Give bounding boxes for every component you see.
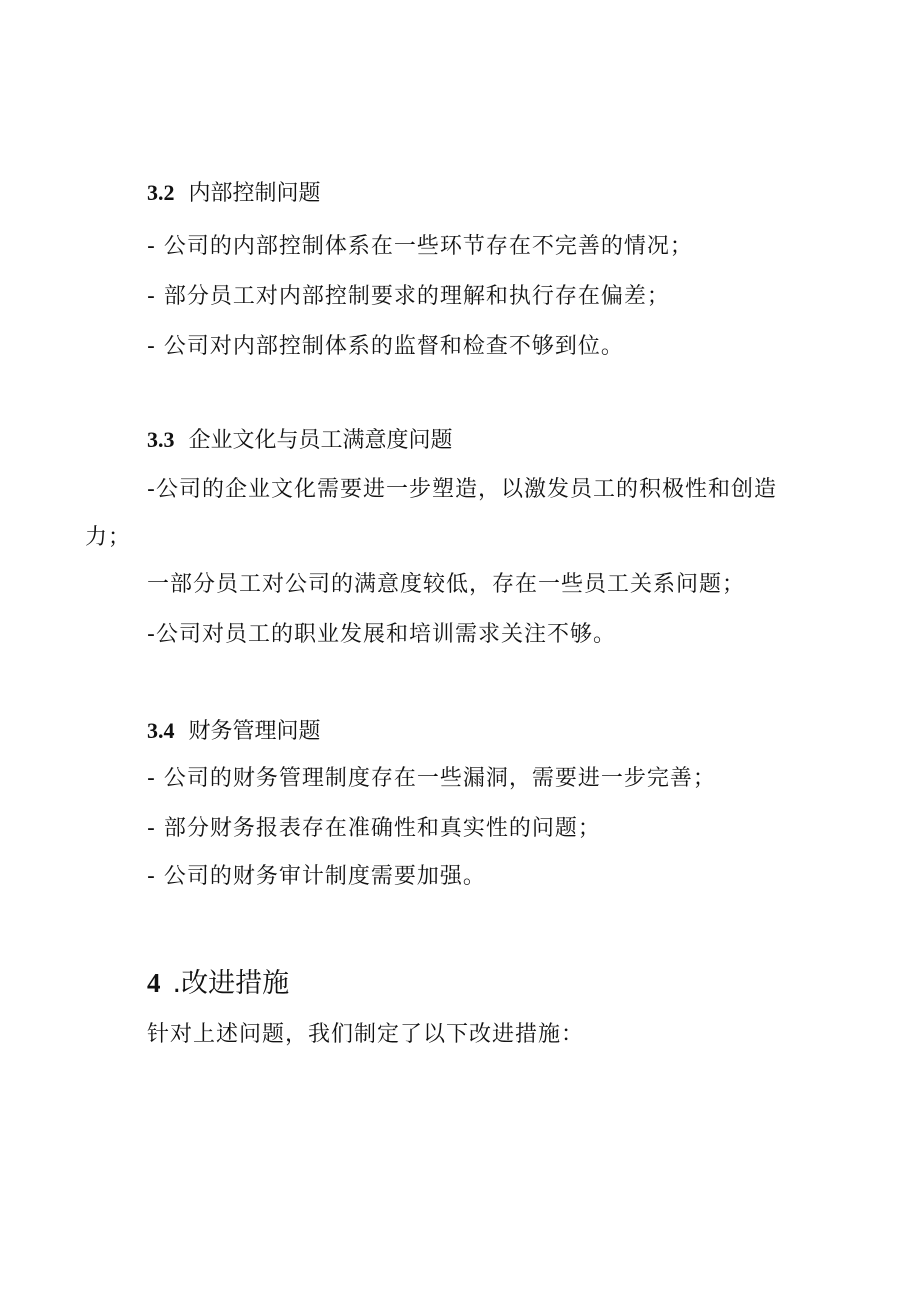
- section-title: 财务管理问题: [188, 719, 321, 744]
- section-heading-3-4: [147, 716, 321, 747]
- list-item: - 部分财务报表存在准确性和真实性的问题；: [147, 816, 601, 841]
- list-item: -公司对员工的职业发展和培训需求关注不够。: [147, 622, 616, 647]
- list-item: - 公司的内部控制体系在一些环节存在不完善的情况；: [147, 234, 693, 259]
- section-number: 3.3: [147, 427, 175, 452]
- intro-paragraph: 针对上述问题，我们制定了以下改进措施：: [147, 1022, 585, 1047]
- section-number: 3.4: [147, 718, 175, 743]
- section-number: 4: [147, 968, 161, 998]
- section-number: 3.2: [147, 180, 175, 205]
- list-item: - 部分员工对内部控制要求的理解和执行存在偏差；: [147, 284, 670, 309]
- section-heading-3-3: [147, 425, 453, 456]
- list-item: - 公司的财务审计制度需要加强。: [147, 864, 486, 889]
- section-title: .改进措施: [172, 968, 290, 999]
- list-item: - 公司对内部控制体系的监督和检查不够到位。: [147, 334, 624, 359]
- section-title: 企业文化与员工满意度问题: [188, 428, 453, 453]
- list-item: -公司的企业文化需要进一步塑造，以激发员工的积极性和创造力；: [85, 477, 777, 550]
- section-heading-3-2: [147, 178, 321, 209]
- section-heading-4: [147, 965, 289, 1002]
- list-item: 一部分员工对公司的满意度较低，存在一些员工关系问题；: [147, 572, 746, 597]
- list-item: - 公司的财务管理制度存在一些漏洞，需要进一步完善；: [147, 766, 716, 791]
- section-title: 内部控制问题: [188, 181, 321, 206]
